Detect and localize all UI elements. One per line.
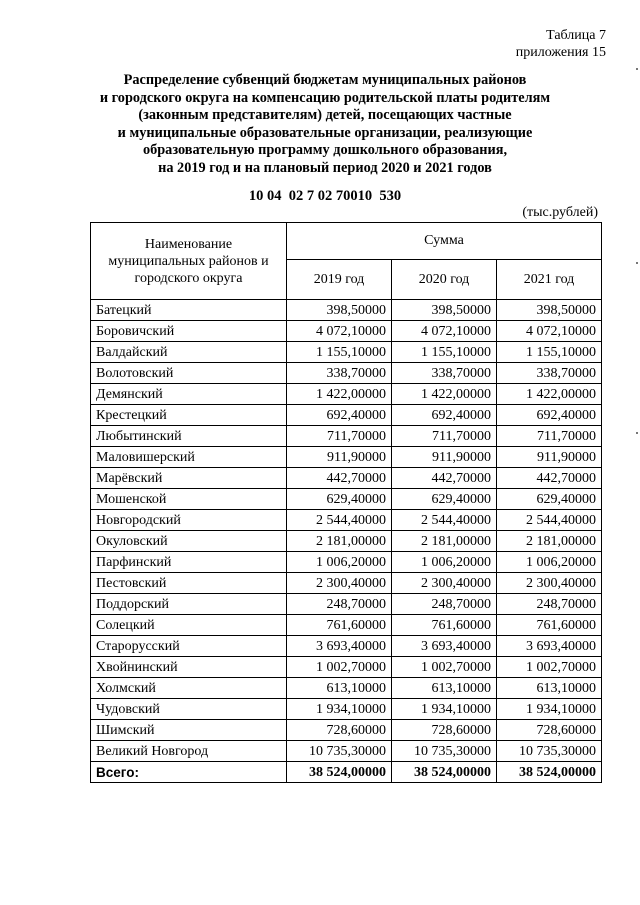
amount-2021: 398,50000 (497, 300, 602, 321)
table-row (91, 405, 602, 426)
amount-2020: 10 735,30000 (392, 741, 497, 762)
appendix-number: приложения 15 (515, 45, 606, 60)
district-name: Марёвский (91, 468, 287, 489)
amount-2019: 338,70000 (287, 363, 392, 384)
table-row (91, 489, 602, 510)
amount-2019: 629,40000 (287, 489, 392, 510)
amount-2021: 2 300,40000 (497, 573, 602, 594)
amount-2019: 1 006,20000 (287, 552, 392, 573)
amount-2019: 761,60000 (287, 615, 392, 636)
table-row (91, 468, 602, 489)
table-row (91, 636, 602, 657)
amount-2020: 911,90000 (392, 447, 497, 468)
district-name: Батецкий (91, 300, 287, 321)
amount-2019: 4 072,10000 (287, 321, 392, 342)
scan-mark (636, 432, 638, 434)
total-2019: 38 524,00000 (287, 762, 392, 783)
amount-2021: 1 422,00000 (497, 384, 602, 405)
district-name: Новгородский (91, 510, 287, 531)
title-line: и городского округа на компенсацию родительской платы родителям (99, 89, 551, 106)
amount-2019: 2 181,00000 (287, 531, 392, 552)
district-name: Любытинский (91, 426, 287, 447)
table-row (91, 384, 602, 405)
district-name: Солецкий (91, 615, 287, 636)
amount-2020: 1 006,20000 (392, 552, 497, 573)
amount-2021: 692,40000 (497, 405, 602, 426)
amount-2020: 442,70000 (392, 468, 497, 489)
amount-2019: 692,40000 (287, 405, 392, 426)
district-name: Крестецкий (91, 405, 287, 426)
table-row (91, 552, 602, 573)
table-row (91, 300, 602, 321)
district-name: Чудовский (91, 699, 287, 720)
amount-2020: 2 544,40000 (392, 510, 497, 531)
amount-2019: 10 735,30000 (287, 741, 392, 762)
title-line: на 2019 год и на плановый период 2020 и 2021 годов (158, 159, 492, 176)
amount-2020: 761,60000 (392, 615, 497, 636)
column-header-name: Наименование муниципальных районов и городского округа (91, 223, 287, 300)
total-2021: 38 524,00000 (497, 762, 602, 783)
units-label: (тыс.рублей) (522, 205, 598, 220)
amount-2020: 692,40000 (392, 405, 497, 426)
amount-2019: 613,10000 (287, 678, 392, 699)
district-name: Боровичский (91, 321, 287, 342)
column-header-2021: 2021 год (497, 260, 602, 300)
district-name: Поддорский (91, 594, 287, 615)
amount-2020: 3 693,40000 (392, 636, 497, 657)
document-title (60, 72, 590, 178)
amount-2021: 1 155,10000 (497, 342, 602, 363)
district-name: Шимский (91, 720, 287, 741)
title-line: и муниципальные образовательные организации, реализующие (117, 124, 533, 141)
district-name: Валдайский (91, 342, 287, 363)
table-row (91, 594, 602, 615)
budget-classification-code: 10 04 02 7 02 70010 530 (248, 188, 402, 204)
district-name: Парфинский (91, 552, 287, 573)
title-line: образовательную программу дошкольного образования, (142, 142, 508, 159)
amount-2020: 629,40000 (392, 489, 497, 510)
district-name: Маловишерский (91, 447, 287, 468)
amount-2020: 1 934,10000 (392, 699, 497, 720)
table-row (91, 510, 602, 531)
amount-2019: 1 934,10000 (287, 699, 392, 720)
column-header-2019: 2019 год (287, 260, 392, 300)
amount-2019: 911,90000 (287, 447, 392, 468)
total-row (91, 762, 602, 783)
amount-2019: 728,60000 (287, 720, 392, 741)
district-name: Окуловский (91, 531, 287, 552)
district-name: Холмский (91, 678, 287, 699)
district-name: Волотовский (91, 363, 287, 384)
table-row (91, 531, 602, 552)
amount-2020: 2 300,40000 (392, 573, 497, 594)
amount-2021: 1 934,10000 (497, 699, 602, 720)
amount-2020: 1 422,00000 (392, 384, 497, 405)
amount-2019: 1 002,70000 (287, 657, 392, 678)
amount-2019: 398,50000 (287, 300, 392, 321)
amount-2019: 2 300,40000 (287, 573, 392, 594)
table-row (91, 363, 602, 384)
amount-2019: 1 155,10000 (287, 342, 392, 363)
amount-2020: 1 002,70000 (392, 657, 497, 678)
amount-2019: 2 544,40000 (287, 510, 392, 531)
amount-2019: 1 422,00000 (287, 384, 392, 405)
amount-2019: 711,70000 (287, 426, 392, 447)
table-row (91, 426, 602, 447)
amount-2019: 248,70000 (287, 594, 392, 615)
table-row (91, 342, 602, 363)
table-row (91, 678, 602, 699)
amount-2021: 761,60000 (497, 615, 602, 636)
table-row (91, 657, 602, 678)
amount-2020: 728,60000 (392, 720, 497, 741)
amount-2020: 398,50000 (392, 300, 497, 321)
amount-2021: 2 544,40000 (497, 510, 602, 531)
amount-2021: 10 735,30000 (497, 741, 602, 762)
scan-mark (636, 68, 638, 70)
district-name: Демянский (91, 384, 287, 405)
amount-2019: 442,70000 (287, 468, 392, 489)
district-name: Старорусский (91, 636, 287, 657)
amount-2021: 4 072,10000 (497, 321, 602, 342)
amount-2021: 3 693,40000 (497, 636, 602, 657)
column-header-2020: 2020 год (392, 260, 497, 300)
table-row (91, 573, 602, 594)
amount-2021: 613,10000 (497, 678, 602, 699)
table-row (91, 321, 602, 342)
amount-2021: 711,70000 (497, 426, 602, 447)
amount-2020: 338,70000 (392, 363, 497, 384)
scan-mark (636, 262, 638, 264)
amount-2021: 442,70000 (497, 468, 602, 489)
amount-2021: 629,40000 (497, 489, 602, 510)
district-name: Пестовский (91, 573, 287, 594)
column-header-sum: Сумма (287, 223, 602, 260)
total-2020: 38 524,00000 (392, 762, 497, 783)
subventions-table (90, 222, 602, 783)
table-row (91, 741, 602, 762)
total-label: Всего: (91, 762, 287, 783)
amount-2021: 248,70000 (497, 594, 602, 615)
amount-2020: 2 181,00000 (392, 531, 497, 552)
table-number: Таблица 7 (546, 28, 606, 43)
amount-2020: 4 072,10000 (392, 321, 497, 342)
table-row (91, 447, 602, 468)
amount-2020: 711,70000 (392, 426, 497, 447)
amount-2021: 2 181,00000 (497, 531, 602, 552)
table-row (91, 720, 602, 741)
amount-2021: 338,70000 (497, 363, 602, 384)
amount-2020: 1 155,10000 (392, 342, 497, 363)
amount-2021: 728,60000 (497, 720, 602, 741)
appendix-reference (516, 27, 606, 61)
table-row (91, 699, 602, 720)
amount-2021: 1 006,20000 (497, 552, 602, 573)
district-name: Великий Новгород (91, 741, 287, 762)
title-line: Распределение субвенций бюджетам муниципальных районов (123, 72, 527, 88)
title-line: (законным представителям) детей, посещающих частные (138, 107, 512, 124)
amount-2019: 3 693,40000 (287, 636, 392, 657)
district-name: Мошенской (91, 489, 287, 510)
amount-2020: 613,10000 (392, 678, 497, 699)
amount-2021: 1 002,70000 (497, 657, 602, 678)
district-name: Хвойнинский (91, 657, 287, 678)
table-row (91, 615, 602, 636)
amount-2020: 248,70000 (392, 594, 497, 615)
amount-2021: 911,90000 (497, 447, 602, 468)
